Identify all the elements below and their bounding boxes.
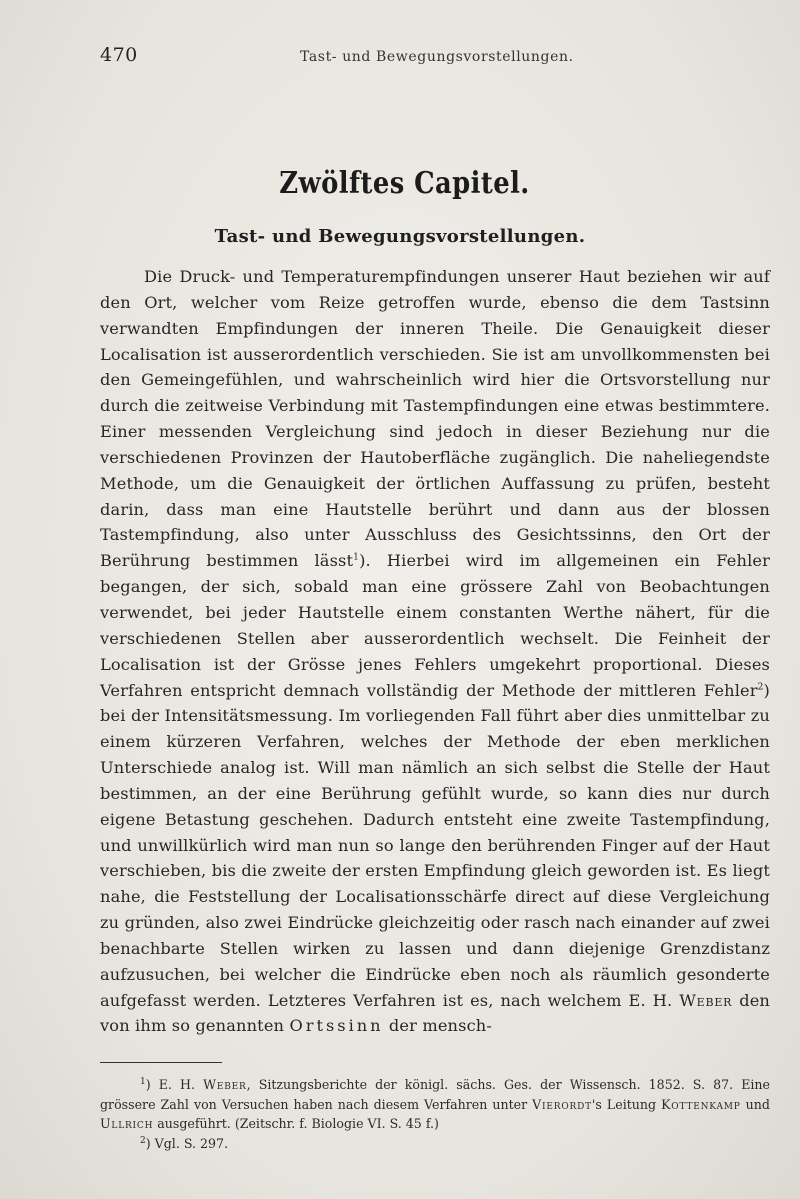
body-text-segment: den von ihm so genannten: [100, 990, 771, 1036]
running-head: [100, 40, 770, 74]
body-text-segment: Die Druck- und Temperaturempfindungen unserer Haut beziehen wir auf den Ort, welcher vom Reize getroffen wurde, ebenso die dem Tastsinn verwandten Empfindungen der inneren Theile. Die Genauigkeit dieser Localisation ist ausserordentlich verschieden. Sie ist am unvollkommensten bei den Gemeingefühlen, und wahrscheinlich wird hier die Ortsvorstellung nur durch die zeitweise Verbindung mit Tastempfindungen eine etwas bestimmtere. Einer messenden Vergleichung sind jedoch in dieser Beziehung nur die verschiedenen Provinzen der Hautoberfläche zugänglich. Die naheliegendste Methode, um die Genauigkeit der örtlichen Auffassung zu prüfen, besteht darin, dass man eine Hautstelle berührt und dann aus der blossen Tastempfindung, also unter Ausschluss des Gesichtssinns, den Ort der Berührung bestimmen lässt: [100, 267, 770, 571]
author-name-ullrich: Ullrich: [100, 1116, 154, 1131]
footnote-text: und: [745, 1096, 770, 1112]
footnote-text: ) Vgl. S. 297.: [145, 1135, 229, 1151]
page-number: 470: [100, 44, 138, 66]
author-name-kottenkamp: Kottenkamp: [661, 1096, 741, 1112]
body-paragraph: [100, 264, 770, 1039]
chapter-title: Zwölftes Capitel.: [279, 166, 530, 201]
body-text-segment: der mensch-: [388, 1016, 493, 1036]
footnote-marker: 2: [140, 1135, 146, 1146]
footnote-ref-1: 1: [353, 552, 360, 563]
body-text-segment: ). Hierbei wird im allgemeinen ein Fehler begangen, der sich, sobald man eine grössere Zahl von Beobachtungen verwendet, bei jeder Hautstelle einem constanten Werthe nähert, für die verschiedenen Stellen aber ausserordentlich wechselt. Die Feinheit der Localisation ist der Grösse jenes Fehlers umgekehrt proportional. Dieses Verfahren entspricht demnach vollständig der Methode der mittleren Fehler: [100, 551, 771, 700]
section-title: Tast- und Bewegungsvorstellungen.: [214, 226, 586, 247]
footnote-1: [100, 1075, 770, 1134]
footnote-text: ausgeführt. (Zeitschr. f. Biologie VI. S. 45 f.): [157, 1116, 439, 1131]
footnote-2: [100, 1134, 770, 1154]
footnote-ref-2: 2: [757, 682, 764, 693]
footnote-text: 's Leitung: [591, 1096, 657, 1112]
footnote-text: , Sitzungsberichte der königl. sächs. Ges. der Wissensch. 1852. S. 87. Eine grössere Zahl von Versuchen haben nach diesem Verfahren unter: [100, 1077, 770, 1112]
footnote-marker: 1: [140, 1076, 146, 1087]
footnote-divider: [100, 1062, 222, 1063]
footnote-text: ) E. H.: [145, 1077, 196, 1092]
author-name-weber: Weber: [679, 990, 733, 1010]
footnotes: [100, 1075, 770, 1153]
emphasized-term: Ortssinn: [289, 1016, 384, 1036]
author-name-vierordt: Vierordt: [532, 1096, 592, 1112]
author-name-weber: Weber: [203, 1077, 247, 1092]
running-title: Tast- und Bewegungsvorstellungen.: [300, 49, 574, 65]
body-text-segment: ) bei der Intensitätsmessung. Im vorliegenden Fall führt aber dies unmittelbar zu einem kürzeren Verfahren, welches der Methode der eben merklichen Unterschiede analog ist. Will man nämlich an sich selbst die Stelle der Haut bestimmen, an der eine Berührung gefühlt wurde, so kann dies nur durch eigene Betastung geschehen. Dadurch entsteht eine zweite Tastempfindung, und unwillkürlich wird man nun so lange den berührenden Finger auf der Haut verschieben, bis die zweite der ersten Empfindung gleich geworden ist. Es liegt nahe, die Feststellung der Localisationsschärfe direct auf diese Vergleichung zu gründen, also zwei Eindrücke gleichzeitig oder rasch nach einander auf zwei benachbarte Stellen wirken zu lassen und dann diejenige Grenzdistanz aufzusuchen, bei welcher die Eindrücke eben noch als räumlich gesonderte aufgefasst werden. Letzteres Verfahren ist es, nach welchem E. H.: [100, 680, 770, 1010]
